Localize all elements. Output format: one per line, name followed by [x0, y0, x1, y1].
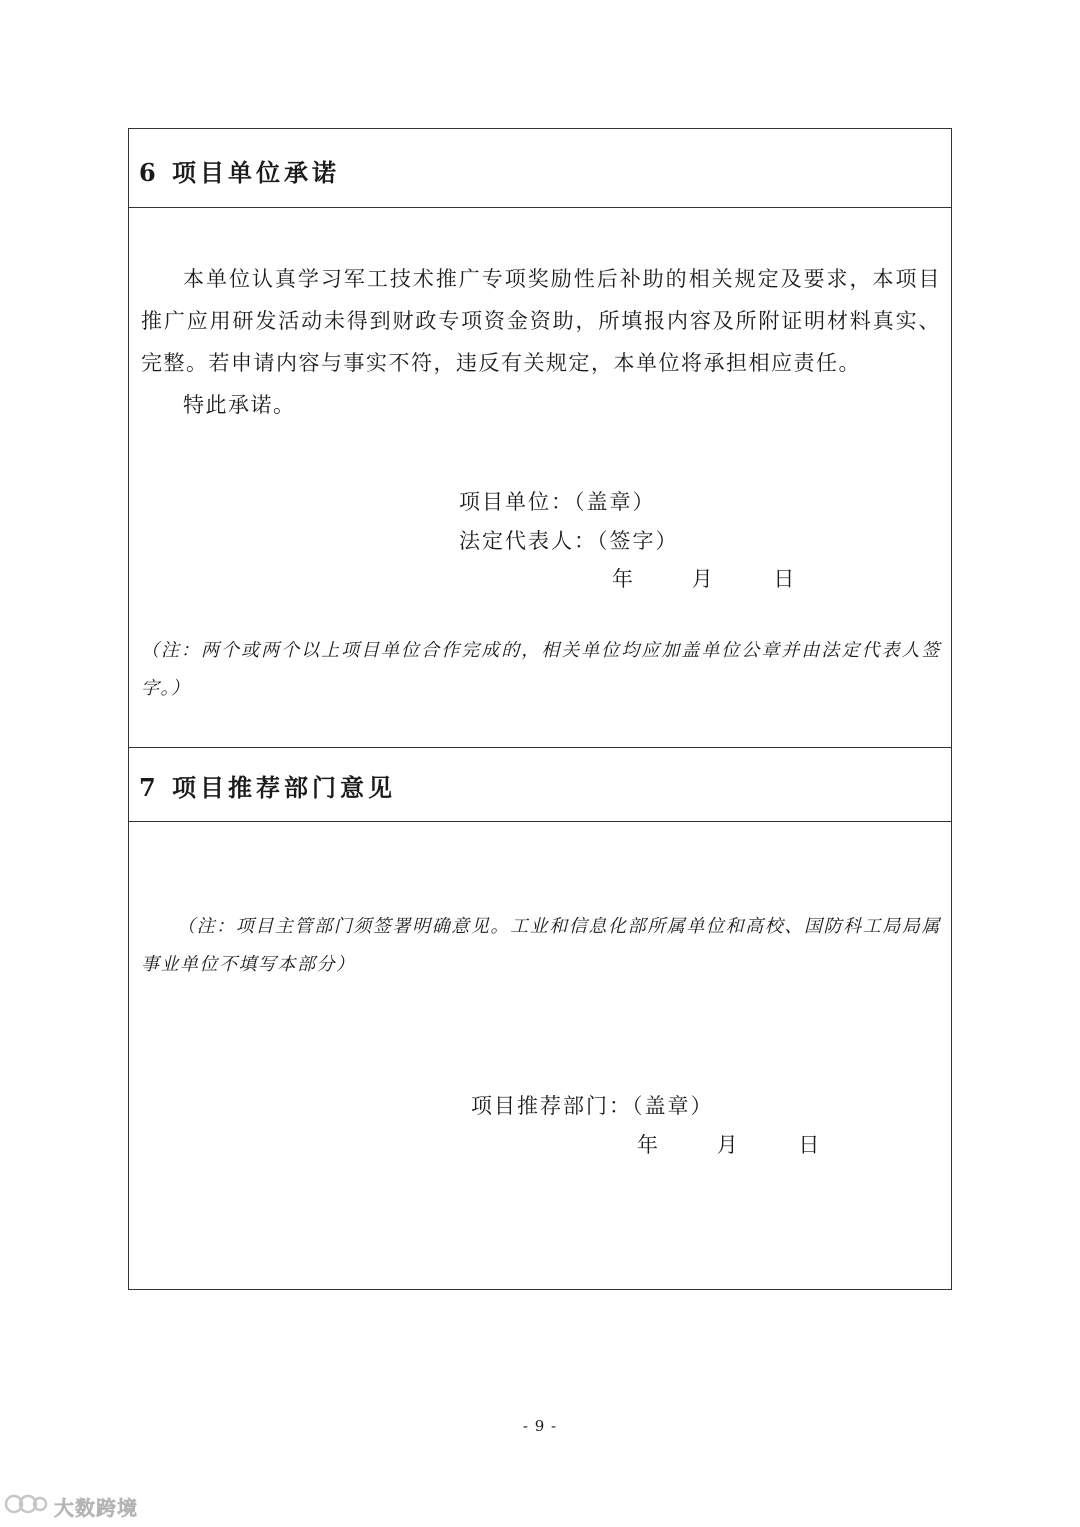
- date-day-label: 日: [798, 1133, 820, 1157]
- section-6-date-line: [612, 563, 794, 593]
- date-day-label: 日: [773, 567, 795, 591]
- section-6-title: 6 项目单位承诺: [139, 158, 341, 187]
- unit-seal-label: 项目单位：（盖章）: [459, 490, 656, 514]
- date-year-label: 年: [612, 567, 633, 591]
- watermark: [4, 1491, 138, 1521]
- brand-logo-icon: [4, 1491, 48, 1521]
- commitment-paragraph: 本单位认真学习军工技术推广专项奖励性后补助的相关规定及要求，本项目推广应用研发活动未得到财政专项资金资助，所填报内容及所附证明材料真实、完整。若申请内容与事实不符，违反有关规定，本单位将承担相应责任。: [141, 267, 941, 375]
- commitment-closing: 特此承诺。: [183, 393, 296, 417]
- watermark-text: 大数跨境: [54, 1495, 138, 1520]
- section-7-note: （注：项目主管部门须签署明确意见。工业和信息化部所属单位和高校、国防科工局局属事业单位不填写本部分）: [141, 916, 941, 975]
- legal-rep-signature-label: 法定代表人：（签字）: [459, 529, 679, 553]
- section-7-header: [129, 747, 951, 821]
- recommending-dept-seal-label: 项目推荐部门：（盖章）: [471, 1094, 714, 1118]
- section-6-header: [129, 129, 951, 207]
- section-7-body: [129, 821, 951, 1291]
- page-number: - 9 -: [522, 1417, 558, 1435]
- section-7-title: 7 项目推荐部门意见: [139, 773, 397, 802]
- date-month-label: 月: [716, 1133, 738, 1157]
- commitment-form-table: [128, 128, 952, 1290]
- section-6-body: [129, 207, 951, 747]
- section-6-note: （注：两个或两个以上项目单位合作完成的，相关单位均应加盖单位公章并由法定代表人签字。）: [141, 640, 941, 699]
- date-year-label: 年: [637, 1133, 658, 1157]
- section-7-date-line: [637, 1129, 819, 1159]
- date-month-label: 月: [691, 567, 713, 591]
- commitment-paragraph-block: [141, 258, 941, 426]
